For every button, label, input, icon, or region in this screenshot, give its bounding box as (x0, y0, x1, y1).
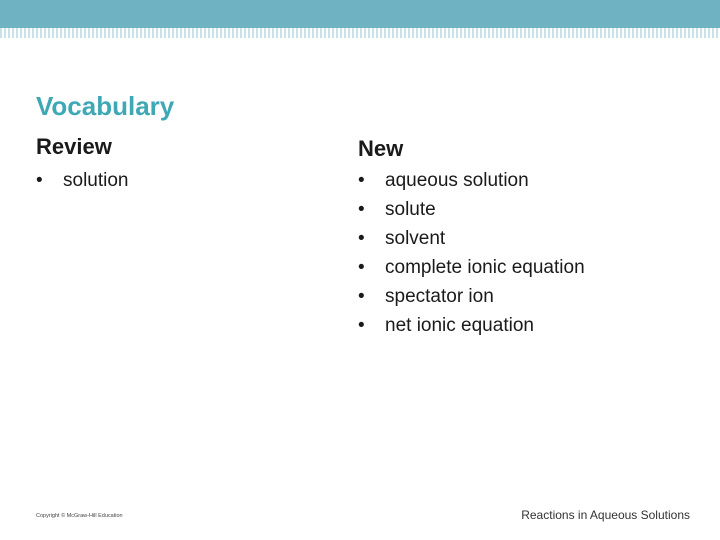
header-stripes (0, 28, 720, 38)
new-term-label: net ionic equation (385, 315, 534, 336)
new-term-item (358, 253, 585, 282)
new-term-label: aqueous solution (385, 170, 529, 191)
copyright-notice: Copyright © McGraw-Hill Education (36, 513, 123, 519)
new-term-label: spectator ion (385, 286, 494, 307)
bullet: • (358, 315, 365, 336)
bullet: • (358, 286, 365, 307)
review-list (36, 166, 129, 195)
review-item-label: solution (63, 170, 129, 191)
review-heading: Review (36, 134, 112, 159)
bullet: • (36, 170, 43, 191)
bullet: • (358, 257, 365, 278)
chapter-title: Reactions in Aqueous Solutions (521, 508, 690, 522)
new-heading: New (358, 136, 404, 161)
new-terms-list (358, 166, 585, 340)
new-term-label: complete ionic equation (385, 257, 585, 278)
review-item (36, 166, 129, 195)
new-term-item (358, 166, 585, 195)
new-term-label: solvent (385, 228, 446, 249)
new-term-item (358, 224, 585, 253)
new-term-item (358, 282, 585, 311)
bullet: • (358, 228, 365, 249)
header-band (0, 0, 720, 28)
bullet: • (358, 170, 365, 191)
slide-title: Vocabulary (36, 91, 175, 121)
new-term-item (358, 311, 585, 340)
new-term-label: solute (385, 199, 436, 220)
new-term-item (358, 195, 585, 224)
bullet: • (358, 199, 365, 220)
